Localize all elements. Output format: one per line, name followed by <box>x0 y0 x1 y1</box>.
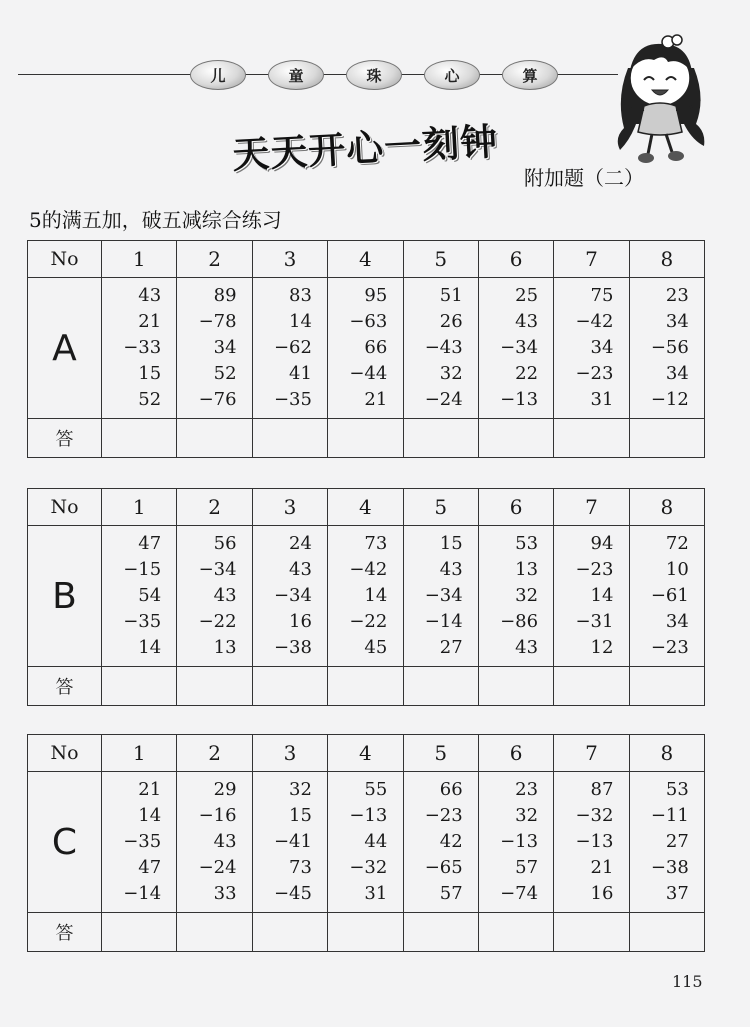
girl-mascot-icon <box>606 28 714 168</box>
answer-cell[interactable] <box>177 667 252 706</box>
problem-number: −43 <box>424 337 463 358</box>
problem-number: 34 <box>213 337 237 358</box>
number-stack <box>494 283 538 413</box>
problem-number: 27 <box>665 831 689 852</box>
exercise-table-b <box>27 488 705 706</box>
header-row <box>28 489 705 526</box>
number-stack <box>569 777 613 907</box>
answer-cell[interactable] <box>403 419 478 458</box>
answer-cell[interactable] <box>629 667 704 706</box>
problem-number: −22 <box>349 611 388 632</box>
problem-number: 52 <box>213 363 237 384</box>
problem-cell <box>102 278 177 419</box>
problem-number: 25 <box>515 285 539 306</box>
problem-number: −13 <box>500 831 539 852</box>
problem-number: −41 <box>273 831 312 852</box>
no-header: No <box>28 489 102 526</box>
problem-number: −23 <box>424 805 463 826</box>
answer-cell[interactable] <box>328 913 403 952</box>
problem-number: 53 <box>665 779 689 800</box>
problem-number: 15 <box>439 533 463 554</box>
problem-number: −13 <box>500 389 539 410</box>
problem-number: 43 <box>213 831 237 852</box>
answer-cell[interactable] <box>102 913 177 952</box>
problem-number: 34 <box>590 337 614 358</box>
problem-number: 41 <box>289 363 312 384</box>
banner-char: 儿 <box>190 60 246 90</box>
problem-number: −14 <box>424 611 463 632</box>
answer-row <box>28 419 705 458</box>
problem-number: −78 <box>198 311 237 332</box>
problem-number: 15 <box>138 363 162 384</box>
problem-number: −11 <box>650 805 689 826</box>
problem-cell <box>252 526 327 667</box>
problem-number: −34 <box>273 585 312 606</box>
number-stack <box>268 531 312 661</box>
number-stack <box>193 777 237 907</box>
header-row <box>28 735 705 772</box>
column-number: 4 <box>328 241 403 278</box>
problem-number: 43 <box>138 285 162 306</box>
problem-number: 12 <box>590 637 614 658</box>
problem-number: 33 <box>213 883 237 904</box>
problem-number: −45 <box>273 883 312 904</box>
answer-cell[interactable] <box>403 667 478 706</box>
problem-number: 66 <box>439 779 463 800</box>
answer-cell[interactable] <box>177 913 252 952</box>
header-row <box>28 241 705 278</box>
answer-label: 答 <box>28 913 102 952</box>
problem-number: 56 <box>213 533 237 554</box>
answer-cell[interactable] <box>554 913 629 952</box>
answer-cell[interactable] <box>102 667 177 706</box>
problem-number: −76 <box>198 389 237 410</box>
column-number: 4 <box>328 735 403 772</box>
column-number: 8 <box>629 489 704 526</box>
problem-number: 23 <box>515 779 539 800</box>
problem-row <box>28 772 705 913</box>
answer-cell[interactable] <box>629 419 704 458</box>
problem-number: 55 <box>364 779 388 800</box>
problem-number: 94 <box>590 533 614 554</box>
column-number: 2 <box>177 735 252 772</box>
problem-number: −23 <box>575 559 614 580</box>
problem-number: −33 <box>123 337 162 358</box>
problem-number: −56 <box>650 337 689 358</box>
problem-number: −15 <box>123 559 162 580</box>
no-header: No <box>28 735 102 772</box>
problem-number: 37 <box>665 883 689 904</box>
number-stack <box>569 531 613 661</box>
problem-number: 53 <box>515 533 539 554</box>
answer-cell[interactable] <box>478 913 553 952</box>
problem-number: 34 <box>665 611 689 632</box>
problem-number: 43 <box>515 637 539 658</box>
problem-number: 15 <box>289 805 312 826</box>
problem-number: −38 <box>273 637 312 658</box>
problem-cell <box>403 772 478 913</box>
problem-number: 32 <box>515 805 539 826</box>
problem-number: −44 <box>349 363 388 384</box>
problem-number: −34 <box>500 337 539 358</box>
number-stack <box>419 777 463 907</box>
answer-cell[interactable] <box>478 419 553 458</box>
page-subtitle: 附加题（二） <box>524 166 644 190</box>
problem-number: −23 <box>650 637 689 658</box>
problem-number: −35 <box>123 831 162 852</box>
problem-number: 10 <box>665 559 689 580</box>
problem-cell <box>177 526 252 667</box>
problem-number: 21 <box>364 389 388 410</box>
problem-number: 21 <box>138 311 162 332</box>
banner-char: 算 <box>502 60 558 90</box>
problem-number: 42 <box>439 831 463 852</box>
answer-cell[interactable] <box>102 419 177 458</box>
column-number: 4 <box>328 489 403 526</box>
number-stack <box>569 283 613 413</box>
problem-number: −35 <box>273 389 312 410</box>
column-number: 3 <box>252 489 327 526</box>
column-number: 6 <box>478 735 553 772</box>
problem-cell <box>629 526 704 667</box>
problem-number: 47 <box>138 533 162 554</box>
problem-number: −65 <box>424 857 463 878</box>
problem-number: 26 <box>439 311 463 332</box>
problem-number: 14 <box>364 585 388 606</box>
problem-number: 14 <box>590 585 614 606</box>
column-number: 7 <box>554 241 629 278</box>
table-label: B <box>28 526 102 667</box>
problem-number: 34 <box>665 311 689 332</box>
problem-number: 24 <box>289 533 312 554</box>
column-number: 5 <box>403 241 478 278</box>
answer-label: 答 <box>28 667 102 706</box>
column-number: 1 <box>102 489 177 526</box>
problem-number: −61 <box>650 585 689 606</box>
column-number: 5 <box>403 735 478 772</box>
problem-number: 44 <box>364 831 388 852</box>
answer-cell[interactable] <box>328 667 403 706</box>
problem-number: −16 <box>198 805 237 826</box>
answer-cell[interactable] <box>554 667 629 706</box>
number-stack <box>343 283 387 413</box>
problem-number: 72 <box>665 533 689 554</box>
problem-number: −13 <box>575 831 614 852</box>
page-number: 115 <box>672 972 703 991</box>
problem-number: −62 <box>273 337 312 358</box>
problem-number: −34 <box>198 559 237 580</box>
problem-cell <box>478 278 553 419</box>
problem-cell <box>177 278 252 419</box>
banner-char: 童 <box>268 60 324 90</box>
section-heading: 5的满五加，破五减综合练习 <box>29 208 282 232</box>
problem-number: 75 <box>590 285 614 306</box>
problem-number: 89 <box>213 285 237 306</box>
problem-number: 52 <box>138 389 162 410</box>
column-number: 8 <box>629 735 704 772</box>
number-stack <box>645 283 689 413</box>
problem-number: 43 <box>515 311 539 332</box>
problem-cell <box>403 278 478 419</box>
problem-number: −63 <box>349 311 388 332</box>
number-stack <box>343 777 387 907</box>
problem-number: 14 <box>289 311 312 332</box>
number-stack <box>419 283 463 413</box>
column-number: 3 <box>252 735 327 772</box>
problem-number: −24 <box>424 389 463 410</box>
answer-row <box>28 913 705 952</box>
column-number: 1 <box>102 241 177 278</box>
problem-row <box>28 526 705 667</box>
column-number: 2 <box>177 241 252 278</box>
problem-number: 23 <box>665 285 689 306</box>
problem-cell <box>177 772 252 913</box>
column-number: 6 <box>478 241 553 278</box>
answer-cell[interactable] <box>252 667 327 706</box>
problem-number: 13 <box>213 637 237 658</box>
problem-number: 29 <box>213 779 237 800</box>
answer-cell[interactable] <box>629 913 704 952</box>
banner <box>190 60 570 90</box>
problem-number: 43 <box>439 559 463 580</box>
problem-number: 54 <box>138 585 162 606</box>
problem-number: 57 <box>439 883 463 904</box>
problem-row <box>28 278 705 419</box>
problem-number: −74 <box>500 883 539 904</box>
problem-number: −31 <box>575 611 614 632</box>
problem-number: −24 <box>198 857 237 878</box>
problem-number: −23 <box>575 363 614 384</box>
problem-number: −42 <box>575 311 614 332</box>
problem-number: −32 <box>575 805 614 826</box>
problem-number: −38 <box>650 857 689 878</box>
exercise-table-a <box>27 240 705 458</box>
answer-cell[interactable] <box>252 913 327 952</box>
page-title: 天天开心一刻钟 <box>231 120 500 177</box>
banner-char: 心 <box>424 60 480 90</box>
column-number: 3 <box>252 241 327 278</box>
problem-number: 51 <box>439 285 463 306</box>
table-label: C <box>28 772 102 913</box>
problem-number: 45 <box>364 637 388 658</box>
problem-number: 21 <box>138 779 162 800</box>
problem-number: 47 <box>138 857 162 878</box>
problem-cell <box>403 526 478 667</box>
answer-cell[interactable] <box>252 419 327 458</box>
number-stack <box>193 283 237 413</box>
problem-cell <box>554 278 629 419</box>
table-label: A <box>28 278 102 419</box>
problem-cell <box>554 772 629 913</box>
column-number: 2 <box>177 489 252 526</box>
problem-number: −13 <box>349 805 388 826</box>
problem-number: 31 <box>590 389 614 410</box>
problem-cell <box>102 772 177 913</box>
number-stack <box>419 531 463 661</box>
problem-number: 83 <box>289 285 312 306</box>
problem-cell <box>629 772 704 913</box>
problem-number: −12 <box>650 389 689 410</box>
problem-cell <box>478 772 553 913</box>
banner-char: 珠 <box>346 60 402 90</box>
problem-number: 57 <box>515 857 539 878</box>
number-stack <box>117 777 161 907</box>
problem-number: 27 <box>439 637 463 658</box>
number-stack <box>494 531 538 661</box>
problem-number: 13 <box>515 559 539 580</box>
column-number: 7 <box>554 489 629 526</box>
number-stack <box>343 531 387 661</box>
problem-cell <box>554 526 629 667</box>
number-stack <box>494 777 538 907</box>
problem-number: −42 <box>349 559 388 580</box>
number-stack <box>645 777 689 907</box>
number-stack <box>117 283 161 413</box>
problem-number: 16 <box>590 883 614 904</box>
number-stack <box>268 283 312 413</box>
problem-number: 95 <box>364 285 388 306</box>
problem-number: −35 <box>123 611 162 632</box>
problem-number: 16 <box>289 611 312 632</box>
column-number: 5 <box>403 489 478 526</box>
number-stack <box>645 531 689 661</box>
problem-number: 43 <box>213 585 237 606</box>
problem-cell <box>252 772 327 913</box>
problem-number: −14 <box>123 883 162 904</box>
column-number: 7 <box>554 735 629 772</box>
answer-cell[interactable] <box>177 419 252 458</box>
problem-cell <box>328 772 403 913</box>
problem-number: −22 <box>198 611 237 632</box>
problem-number: 66 <box>364 337 388 358</box>
problem-number: 34 <box>665 363 689 384</box>
column-number: 1 <box>102 735 177 772</box>
answer-cell[interactable] <box>478 667 553 706</box>
number-stack <box>268 777 312 907</box>
problem-number: 31 <box>364 883 388 904</box>
problem-number: 32 <box>439 363 463 384</box>
column-number: 8 <box>629 241 704 278</box>
number-stack <box>193 531 237 661</box>
problem-cell <box>102 526 177 667</box>
no-header: No <box>28 241 102 278</box>
problem-number: 73 <box>364 533 388 554</box>
problem-number: −86 <box>500 611 539 632</box>
problem-cell <box>252 278 327 419</box>
answer-cell[interactable] <box>403 913 478 952</box>
problem-cell <box>629 278 704 419</box>
problem-number: −32 <box>349 857 388 878</box>
number-stack <box>117 531 161 661</box>
problem-cell <box>328 278 403 419</box>
problem-number: 43 <box>289 559 312 580</box>
problem-number: 14 <box>138 805 162 826</box>
problem-cell <box>478 526 553 667</box>
problem-cell <box>328 526 403 667</box>
answer-cell[interactable] <box>328 419 403 458</box>
column-number: 6 <box>478 489 553 526</box>
exercise-table-c <box>27 734 705 952</box>
answer-cell[interactable] <box>554 419 629 458</box>
problem-number: 32 <box>515 585 539 606</box>
problem-number: 22 <box>515 363 539 384</box>
problem-number: 32 <box>289 779 312 800</box>
problem-number: 73 <box>289 857 312 878</box>
problem-number: 14 <box>138 637 162 658</box>
problem-number: 87 <box>590 779 614 800</box>
problem-number: 21 <box>590 857 614 878</box>
answer-row <box>28 667 705 706</box>
problem-number: −34 <box>424 585 463 606</box>
answer-label: 答 <box>28 419 102 458</box>
